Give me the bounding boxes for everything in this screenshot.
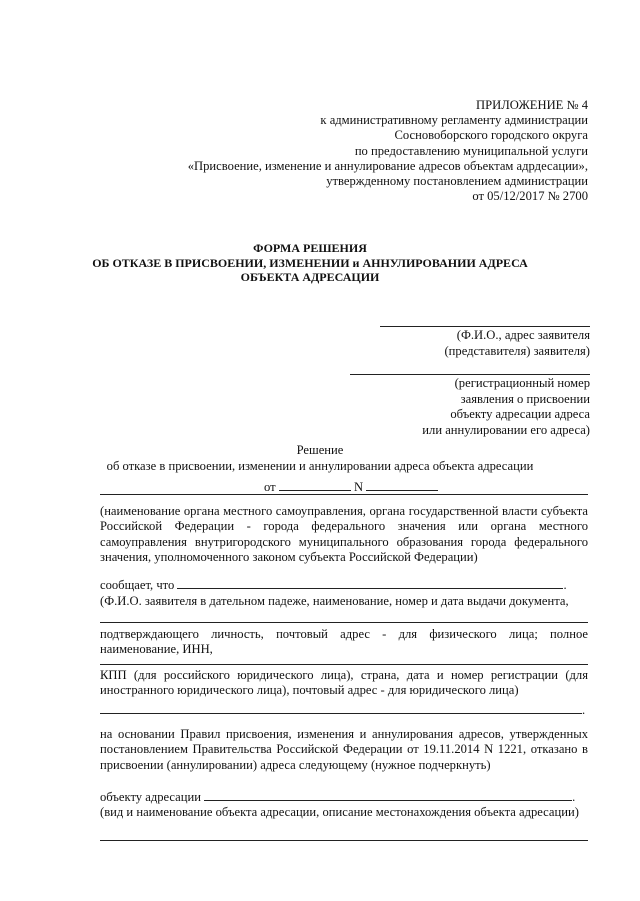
kpp-blank-line[interactable] (100, 664, 588, 665)
number-label: N (353, 480, 364, 494)
authority-rule (100, 494, 588, 495)
object-blank-line-2[interactable] (100, 840, 588, 841)
object-rule (100, 840, 588, 841)
reports-end: . (563, 578, 567, 592)
extra-blank[interactable] (100, 702, 582, 714)
date-label: от (264, 480, 276, 494)
appendix-line: по предоставлению муниципальной услуги (354, 143, 588, 158)
authority-blank-line[interactable] (100, 494, 588, 495)
appendix-header (188, 98, 588, 204)
object-note: (вид и наименование объекта адресации, описание местонахождения объекта адресации) (100, 805, 579, 819)
date-blank[interactable] (279, 478, 351, 491)
reports-line (100, 577, 588, 593)
object-line (100, 789, 588, 805)
registration-blank-line[interactable] (350, 374, 590, 375)
decision-subtitle: об отказе в присвоении, изменении и аннулировании адреса объекта адресации (106, 459, 534, 473)
applicant-note-2: подтверждающего личность, почтовый адрес - для физического лица; полное наименование, ИНН, (100, 627, 588, 657)
decision-heading (95, 442, 545, 474)
kpp-rule (100, 664, 588, 665)
form-title-line: ОБ ОТКАЗЕ В ПРИСВОЕНИИ, ИЗМЕНЕНИИ и АННУЛИРОВАНИИ АДРЕСА (92, 255, 528, 270)
appendix-line: «Присвоение, изменение и аннулирование адресов объектам адрдесации», (187, 158, 588, 173)
appendix-line: Сосновоборского городского округа (394, 128, 588, 143)
applicant-note-3: КПП (для российского юридического лица), страна, дата и номер регистрации (для иностранного юридического лица), почтовый адрес - для юридического лица) (100, 668, 588, 698)
extra-blank-line (100, 702, 588, 718)
applicant-caption: (Ф.И.О., адрес заявителя (456, 328, 590, 342)
line-end-dot: . (582, 703, 586, 717)
object-end: . (572, 790, 576, 804)
applicant-block (380, 313, 590, 359)
object-blank[interactable] (204, 789, 572, 801)
registration-caption: заявления о присвоении (460, 391, 590, 406)
registration-caption: (регистрационный номер (454, 376, 590, 390)
form-title (90, 241, 530, 285)
object-label: объекту адресации (100, 790, 201, 804)
form-title-line: ОБЪЕКТА АДРЕСАЦИИ (240, 270, 380, 284)
registration-block (350, 361, 590, 438)
applicant-note-1: (Ф.И.О. заявителя в дательном падеже, наименование, номер и дата выдачи документа, (100, 594, 569, 608)
registration-caption: или аннулировании его адреса) (422, 422, 590, 437)
authority-note: (наименование органа местного самоуправления, органа государственной власти субъекта Российской Федерации - города федерального значения или органа местного самоуправления внутригородского муниципального образования города федерального значения, уполномоченного законом субъекта Российской Федерации) (100, 504, 588, 565)
basis-text: на основании Правил присвоения, изменения и аннулирования адресов, утвержденных постановлением Правительства Российской Федерации от 19.11.2014 N 1221, отказано в присвоении (аннулировании) адреса следующему (нужное подчеркнуть) (100, 727, 588, 772)
reports-label: сообщает, что (100, 578, 175, 592)
appendix-line: ПРИЛОЖЕНИЕ № 4 (476, 98, 588, 112)
appendix-line: к административному регламенту администрации (320, 113, 588, 128)
appendix-line: от 05/12/2017 № 2700 (472, 189, 588, 204)
applicant-rule (100, 622, 588, 623)
reports-blank[interactable] (177, 577, 563, 589)
form-title-line: ФОРМА РЕШЕНИЯ (253, 241, 367, 255)
decision-date-number (264, 478, 438, 495)
registration-caption: объекту адресации адреса (450, 407, 590, 421)
number-blank[interactable] (366, 478, 438, 491)
applicant-blank-line-2[interactable] (100, 622, 588, 623)
appendix-line: утвержденному постановлением администрации (326, 174, 588, 189)
applicant-blank-line[interactable] (380, 326, 590, 327)
decision-title: Решение (296, 443, 344, 457)
applicant-caption: (представителя) заявителя) (444, 343, 590, 358)
